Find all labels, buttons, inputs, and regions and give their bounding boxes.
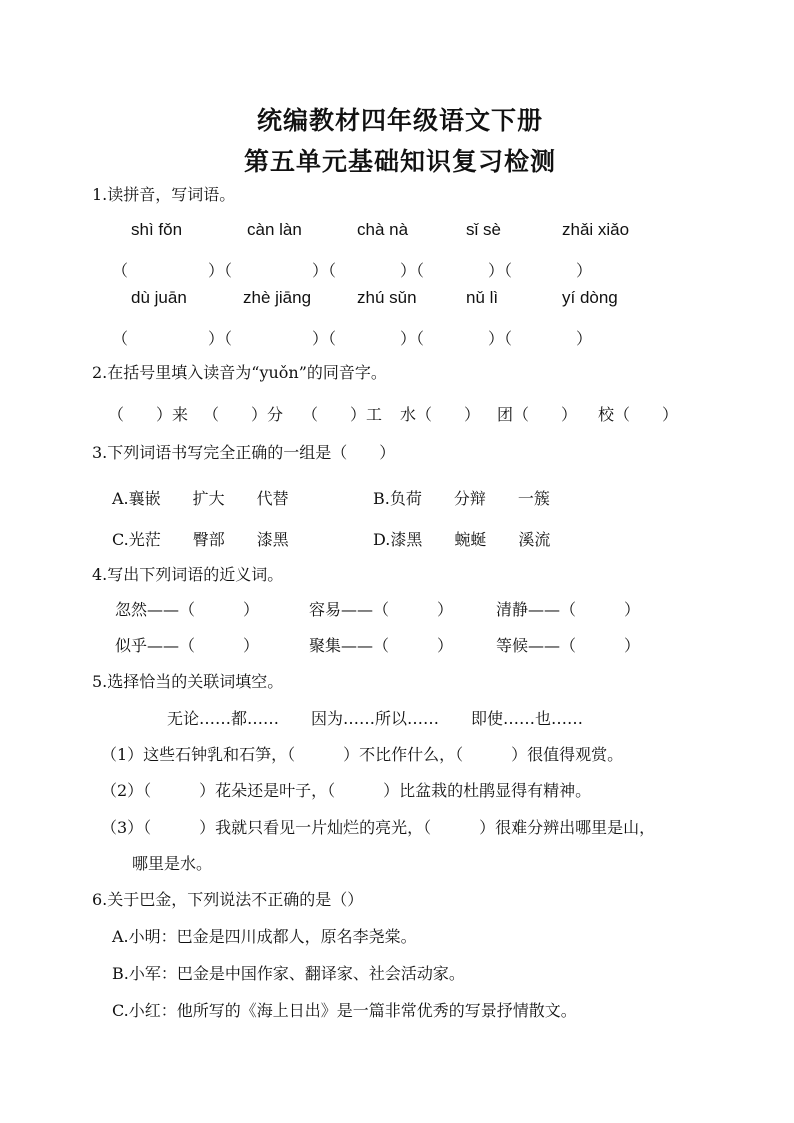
answer-blank-row[interactable]: （ ）（ ）（ ）（ ）（ ） [112,329,593,348]
synonym-blank[interactable]: 聚集——（ ） [309,636,454,655]
sentence-2[interactable]: （2）（ ）花朵还是叶子，（ ）比盆栽的杜鹃显得有精神。 [101,781,592,800]
pinyin-item: dù juān [131,288,187,307]
sentence-3[interactable]: （3）（ ）我就只看见一片灿烂的亮光，（ ）很难分辨出哪里是山， [101,818,656,837]
question-3-prompt: 3.下列词语书写完全正确的一组是（ ） [92,443,396,462]
question-6-prompt: 6.关于巴金，下列说法不正确的是（） [92,890,364,909]
homophone-blank[interactable]: （ ）来 [108,405,189,424]
homophone-blank[interactable]: 团（ ） [497,405,578,424]
pinyin-item: shì fǒn [131,220,183,239]
pinyin-item: sǐ sè [466,220,501,239]
pinyin-item: zhú sǔn [357,288,417,307]
homophone-blank[interactable]: （ ）分 [203,405,284,424]
synonym-blank[interactable]: 清静——（ ） [496,600,641,619]
synonym-blank[interactable]: 等候——（ ） [496,636,641,655]
question-5-prompt: 5.选择恰当的关联词填空。 [92,672,284,691]
synonym-blank[interactable]: 似乎——（ ） [115,636,260,655]
synonym-blank[interactable]: 忽然——（ ） [115,600,260,619]
option-b[interactable]: B.负荷 分辩 一簇 [373,489,550,508]
homophone-blank[interactable]: （ ）工 [302,405,383,424]
conjunction-choices: 无论……都…… 因为……所以…… 即使……也…… [167,709,584,728]
option-a[interactable]: A.襄嵌 扩大 代替 [112,489,289,508]
homophone-blank[interactable]: 水（ ） [400,405,481,424]
option-b[interactable]: B.小军：巴金是中国作家、翻译家、社会活动家。 [112,964,465,983]
option-c[interactable]: C.光茫 臀部 漆黑 [112,530,289,549]
sentence-3-continued: 哪里是水。 [132,854,213,873]
pinyin-item: yí dòng [562,288,618,307]
question-2-prompt: 2.在括号里填入读音为“yuǒn”的同音字。 [92,363,387,382]
question-4-prompt: 4.写出下列词语的近义词。 [92,565,284,584]
option-d[interactable]: D.漆黑 蜿蜒 溪流 [373,530,551,549]
option-a[interactable]: A.小明：巴金是四川成都人，原名李尧棠。 [112,927,417,946]
page-title: 统编教材四年级语文下册 [257,106,544,135]
pinyin-item: zhǎi xiǎo [562,220,630,239]
option-c[interactable]: C.小红：他所写的《海上日出》是一篇非常优秀的写景抒情散文。 [112,1001,577,1020]
pinyin-item: càn làn [247,220,302,239]
page-subtitle: 第五单元基础知识复习检测 [244,147,557,176]
synonym-blank[interactable]: 容易——（ ） [309,600,454,619]
question-1-prompt: 1.读拼音，写词语。 [92,185,236,204]
sentence-1[interactable]: （1）这些石钟乳和石笋，（ ）不比作什么，（ ）很值得观赏。 [101,745,624,764]
pinyin-item: chà nà [357,220,409,239]
pinyin-item: nǔ lì [466,288,499,307]
homophone-blank[interactable]: 校（ ） [598,405,679,424]
pinyin-item: zhè jiāng [243,288,312,307]
answer-blank-row[interactable]: （ ）（ ）（ ）（ ）（ ） [112,261,593,280]
